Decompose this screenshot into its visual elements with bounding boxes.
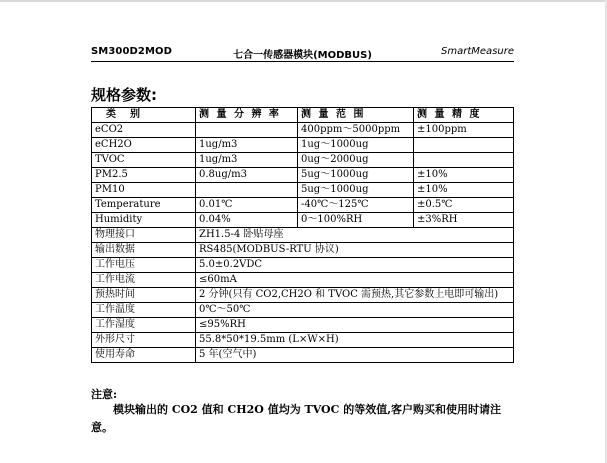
cell-spec-value: 5 年(空气中) — [196, 348, 514, 363]
cell-spec-value: ≤60mA — [196, 273, 514, 288]
cell-range: 5ug～1000ug — [298, 183, 414, 198]
table-row — [92, 138, 514, 153]
table-row — [92, 273, 514, 288]
cell-spec-value: ≤95%RH — [196, 318, 514, 333]
cell-spec-label: 工作电压 — [92, 258, 196, 273]
cell-spec-value: ZH1.5-4 卧贴母座 — [196, 228, 514, 243]
running-header — [91, 46, 514, 62]
cell-resolution — [196, 123, 298, 138]
cell-spec-label: 工作温度 — [92, 303, 196, 318]
cell-spec-label: 预热时间 — [92, 288, 196, 303]
cell-resolution: 0.01℃ — [196, 198, 298, 213]
table-row — [92, 183, 514, 198]
header-brand: SmartMeasure — [441, 46, 514, 57]
header-cell-category: 类 别 — [92, 108, 196, 123]
cell-parameter: Humidity — [92, 213, 196, 228]
page-edge-top — [0, 0, 607, 2]
cell-resolution: 1ug/m3 — [196, 153, 298, 168]
cell-accuracy: ±10% — [414, 168, 514, 183]
cell-spec-label: 外形尺寸 — [92, 333, 196, 348]
spec-table — [91, 107, 514, 363]
header-title: 七合一传感器模块(MODBUS) — [233, 50, 372, 61]
cell-range: 0ug～2000ug — [298, 153, 414, 168]
cell-spec-value: 55.8*50*19.5mm (L×W×H) — [196, 333, 514, 348]
table-row — [92, 243, 514, 258]
cell-range: 400ppm～5000ppm — [298, 123, 414, 138]
cell-resolution: 1ug/m3 — [196, 138, 298, 153]
cell-parameter: eCH2O — [92, 138, 196, 153]
table-row — [92, 303, 514, 318]
table-row — [92, 258, 514, 273]
header-cell-accuracy: 测 量 精 度 — [414, 108, 514, 123]
cell-accuracy: ±100ppm — [414, 123, 514, 138]
table-row — [92, 213, 514, 228]
cell-resolution — [196, 183, 298, 198]
table-row — [92, 123, 514, 138]
spec-table-body — [92, 108, 514, 363]
cell-range: 5ug～1000ug — [298, 168, 414, 183]
cell-accuracy — [414, 138, 514, 153]
section-title: 规格参数: — [91, 86, 157, 104]
table-row — [92, 198, 514, 213]
cell-spec-label: 输出数据 — [92, 243, 196, 258]
cell-spec-value: 5.0±0.2VDC — [196, 258, 514, 273]
cell-range: -40℃～125℃ — [298, 198, 414, 213]
table-row — [92, 333, 514, 348]
note-body: 模块输出的 CO2 值和 CH2O 值均为 TVOC 的等效值,客户购买和使用时请注意。 — [91, 403, 502, 434]
cell-spec-value: 0℃～50℃ — [196, 303, 514, 318]
header-cell-resolution: 测 量 分 辨 率 — [196, 108, 298, 123]
cell-parameter: Temperature — [92, 198, 196, 213]
table-row — [92, 348, 514, 363]
cell-resolution: 0.8ug/m3 — [196, 168, 298, 183]
table-header-row — [92, 108, 514, 123]
cell-parameter: PM2.5 — [92, 168, 196, 183]
table-row — [92, 288, 514, 303]
note-title: 注意: — [91, 388, 118, 401]
cell-parameter: eCO2 — [92, 123, 196, 138]
table-row — [92, 153, 514, 168]
header-cell-range: 测 量 范 围 — [298, 108, 414, 123]
cell-accuracy: ±0.5℃ — [414, 198, 514, 213]
cell-spec-label: 物理接口 — [92, 228, 196, 243]
cell-range: 1ug～1000ug — [298, 138, 414, 153]
cell-accuracy — [414, 153, 514, 168]
cell-accuracy: ±3%RH — [414, 213, 514, 228]
cell-accuracy: ±10% — [414, 183, 514, 198]
cell-spec-label: 工作电流 — [92, 273, 196, 288]
cell-spec-value: RS485(MODBUS-RTU 协议) — [196, 243, 514, 258]
cell-range: 0～100%RH — [298, 213, 414, 228]
cell-resolution: 0.04% — [196, 213, 298, 228]
cell-spec-label: 使用寿命 — [92, 348, 196, 363]
header-rule — [91, 61, 514, 62]
cell-parameter: TVOC — [92, 153, 196, 168]
header-model: SM300D2MOD — [91, 46, 173, 57]
cell-parameter: PM10 — [92, 183, 196, 198]
cell-spec-value: 2 分钟(只有 CO2,CH2O 和 TVOC 需预热,其它参数上电即可输出) — [196, 288, 514, 303]
cell-spec-label: 工作湿度 — [92, 318, 196, 333]
table-row — [92, 168, 514, 183]
table-row — [92, 228, 514, 243]
table-row — [92, 318, 514, 333]
